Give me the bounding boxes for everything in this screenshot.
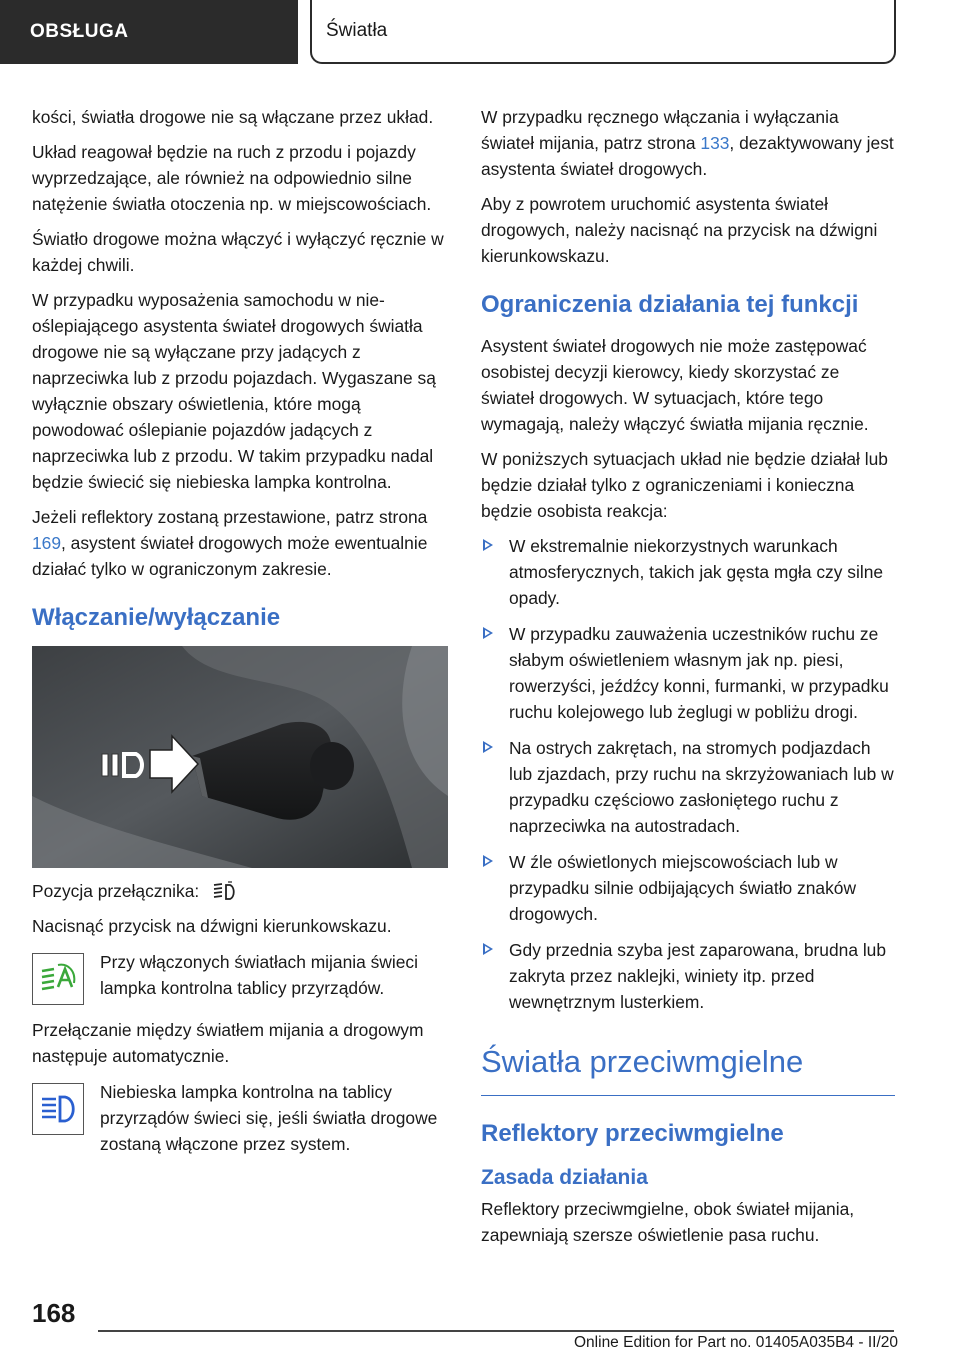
list-item: W źle oświetlonych miejscowościach lub w przypadku silnie odbijających światło znaków drogowych. [481,849,895,927]
chapter-title: OBSŁUGA [30,21,129,42]
edition-footer: Online Edition for Part no. 01405A035B4 - II/20 [574,1334,898,1351]
page-link-133[interactable]: 133 [700,133,730,153]
page-link-169[interactable]: 169 [32,533,62,553]
section-title: Światła [326,20,388,41]
bullet-triangle-icon [483,943,493,955]
bullet-triangle-icon [483,741,493,753]
indicator-note-low-beam [32,949,450,1005]
heading-front-fog-lights: Reflektory przeciwmgielne [481,1120,784,1147]
footer-divider [98,1330,894,1332]
heading-fog-lights: Światła przeciwmgielne [481,1041,895,1096]
heading-on-off: Włączanie/wyłączanie [32,604,281,631]
paragraph: Przełączanie między światłem mijania a drogowym następuje automatycznie. [32,1020,424,1066]
list-item: W przypadku zauważenia uczestników ruchu ze słabym oświetleniem własnym jak np. piesi, rowerzyści, jeźdźcy konni, furmanki, w przypadku ruchu kolejowego lub żeglugi w pobliżu drogi. [481,621,895,725]
bullet-triangle-icon [483,855,493,867]
paragraph: Asystent świateł drogowych nie może zastępować osobistej decyzji kierowcy, kiedy skorzystać ze świateł drogowych. W sytuacjach, które tego wymagają, należy włączyć światła mijania ręcznie. [481,336,869,434]
list-item: W ekstremalnie niekorzystnych warunkach atmosferycznych, takich jak gęsta mgła czy silne opady. [481,533,895,611]
paragraph: Reflektory przeciwmgielne, obok świateł mijania, zapewniają szersze oświetlenie pasa ruchu. [481,1199,855,1245]
indicator-note-text: Przy włączonych światłach mijania świeci lampka kontrolna tablicy przyrządów. [100,952,418,998]
high-beam-indicator-icon [32,1083,84,1135]
paragraph [32,878,450,904]
paragraph: kości, światła drogowe nie są włączane przez układ. [32,107,434,127]
right-column [481,104,895,1257]
heading-principle: Zasada działania [481,1166,648,1189]
turn-signal-lever-photo [32,646,448,868]
bullet-triangle-icon [483,539,493,551]
low-beam-assist-indicator-icon [32,953,84,1005]
switch-position-label: Pozycja przełącznika: [32,881,200,901]
chapter-tab [0,0,298,64]
limitations-list [481,533,895,1015]
list-item: Gdy przednia szyba jest zaparowana, brudna lub zakryta przez naklejki, winiety itp. przed wewnętrznym lusterkiem. [481,937,895,1015]
paragraph: Jeżeli reflektory zostaną przestawione, patrz strona 169, asystent świateł drogowych może ewentualnie działać tylko w ograniczonym zakresie. [32,507,428,579]
left-column [32,104,450,1169]
paragraph: Nacisnąć przycisk na dźwigni kierunkowskazu. [32,916,392,936]
indicator-note-text: Niebieska lampka kontrolna na tablicy przyrządów świeci się, jeśli światła drogowe zostaną włączone przez system. [100,1082,438,1154]
section-header [310,0,896,64]
page-number: 168 [32,1298,76,1328]
paragraph: W poniższych sytuacjach układ nie będzie działał lub będzie działał tylko z ograniczeniami i konieczna będzie osobista reakcja: [481,449,888,521]
paragraph: Światło drogowe można włączyć i wyłączyć ręcznie w każdej chwili. [32,229,444,275]
paragraph: W przypadku wyposażenia samochodu w nieoślepiającego asystenta świateł drogowych światła drogowe nie są wyłączane przy jadących z naprzeciwka lub z przodu pojazdach. Wygaszane są wyłącznie obszary oświetlenia, które mogą powodować oślepianie pojazdów jadących z naprzeciwka lub z przodu. W takim przypadku nadal będzie świecić się niebieska lampka kontrolna. [32,290,436,492]
paragraph: W przypadku ręcznego włączania i wyłączania świateł mijania, patrz strona 133, dezaktywowany jest asystenta świateł drogowych. [481,107,894,179]
heading-limitations: Ograniczenia działania tej funkcji [481,291,859,318]
paragraph: Aby z powrotem uruchomić asystenta świateł drogowych, należy nacisnąć na przycisk na dźwigni kierunkowskazu. [481,194,878,266]
bullet-triangle-icon [483,627,493,639]
high-beam-assist-icon [210,881,236,903]
indicator-note-high-beam [32,1079,450,1157]
list-item: Na ostrych zakrętach, na stromych podjazdach lub zjazdach, przy ruchu na skrzyżowaniach lub w przypadku częściowo zasłoniętego ruchu z naprzeciwka na autostradach. [481,735,895,839]
paragraph: Układ reagował będzie na ruch z przodu i pojazdy wyprzedzające, ale również na odpowiednio silne natężenie światła otoczenia np. w miejscowościach. [32,142,432,214]
